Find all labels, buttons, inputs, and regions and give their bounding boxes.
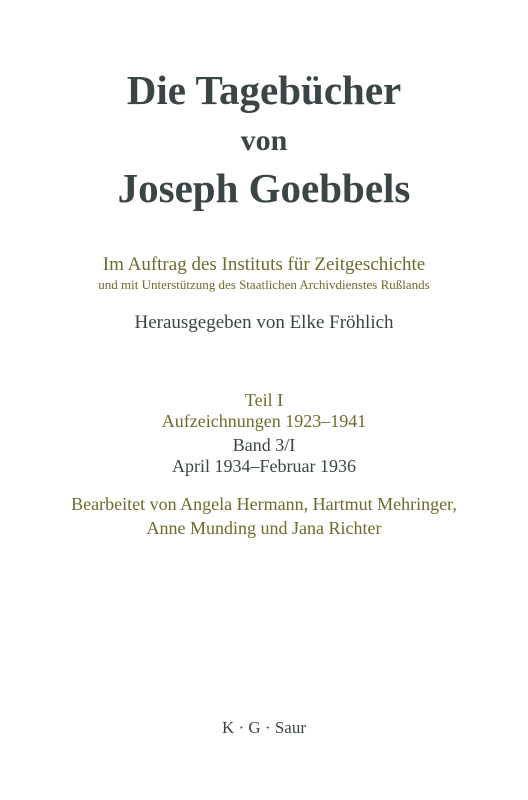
publisher-imprint: K · G · Saur	[221, 718, 307, 737]
title-line-2: von	[240, 124, 288, 157]
volume-band: Band 3/I	[232, 435, 296, 455]
volume-records: Aufzeichnungen 1923–1941	[161, 411, 367, 431]
contributors-line-2: Anne Munding und Jana Richter	[146, 518, 382, 538]
commission-line-2: und mit Unterstützung des Staatlichen Archivdienstes Rußlands	[98, 277, 430, 292]
commission-line-1: Im Auftrag des Instituts für Zeitgeschichte	[102, 254, 426, 275]
title-line-1: Die Tagebücher	[126, 67, 402, 113]
editor-line: Herausgegeben von Elke Fröhlich	[134, 312, 394, 333]
title-line-3: Joseph Goebbels	[117, 165, 411, 211]
contributors-line-1: Bearbeitet von Angela Hermann, Hartmut Mehringer,	[71, 494, 457, 514]
volume-period: April 1934–Februar 1936	[172, 456, 356, 476]
volume-part: Teil I	[244, 390, 284, 410]
